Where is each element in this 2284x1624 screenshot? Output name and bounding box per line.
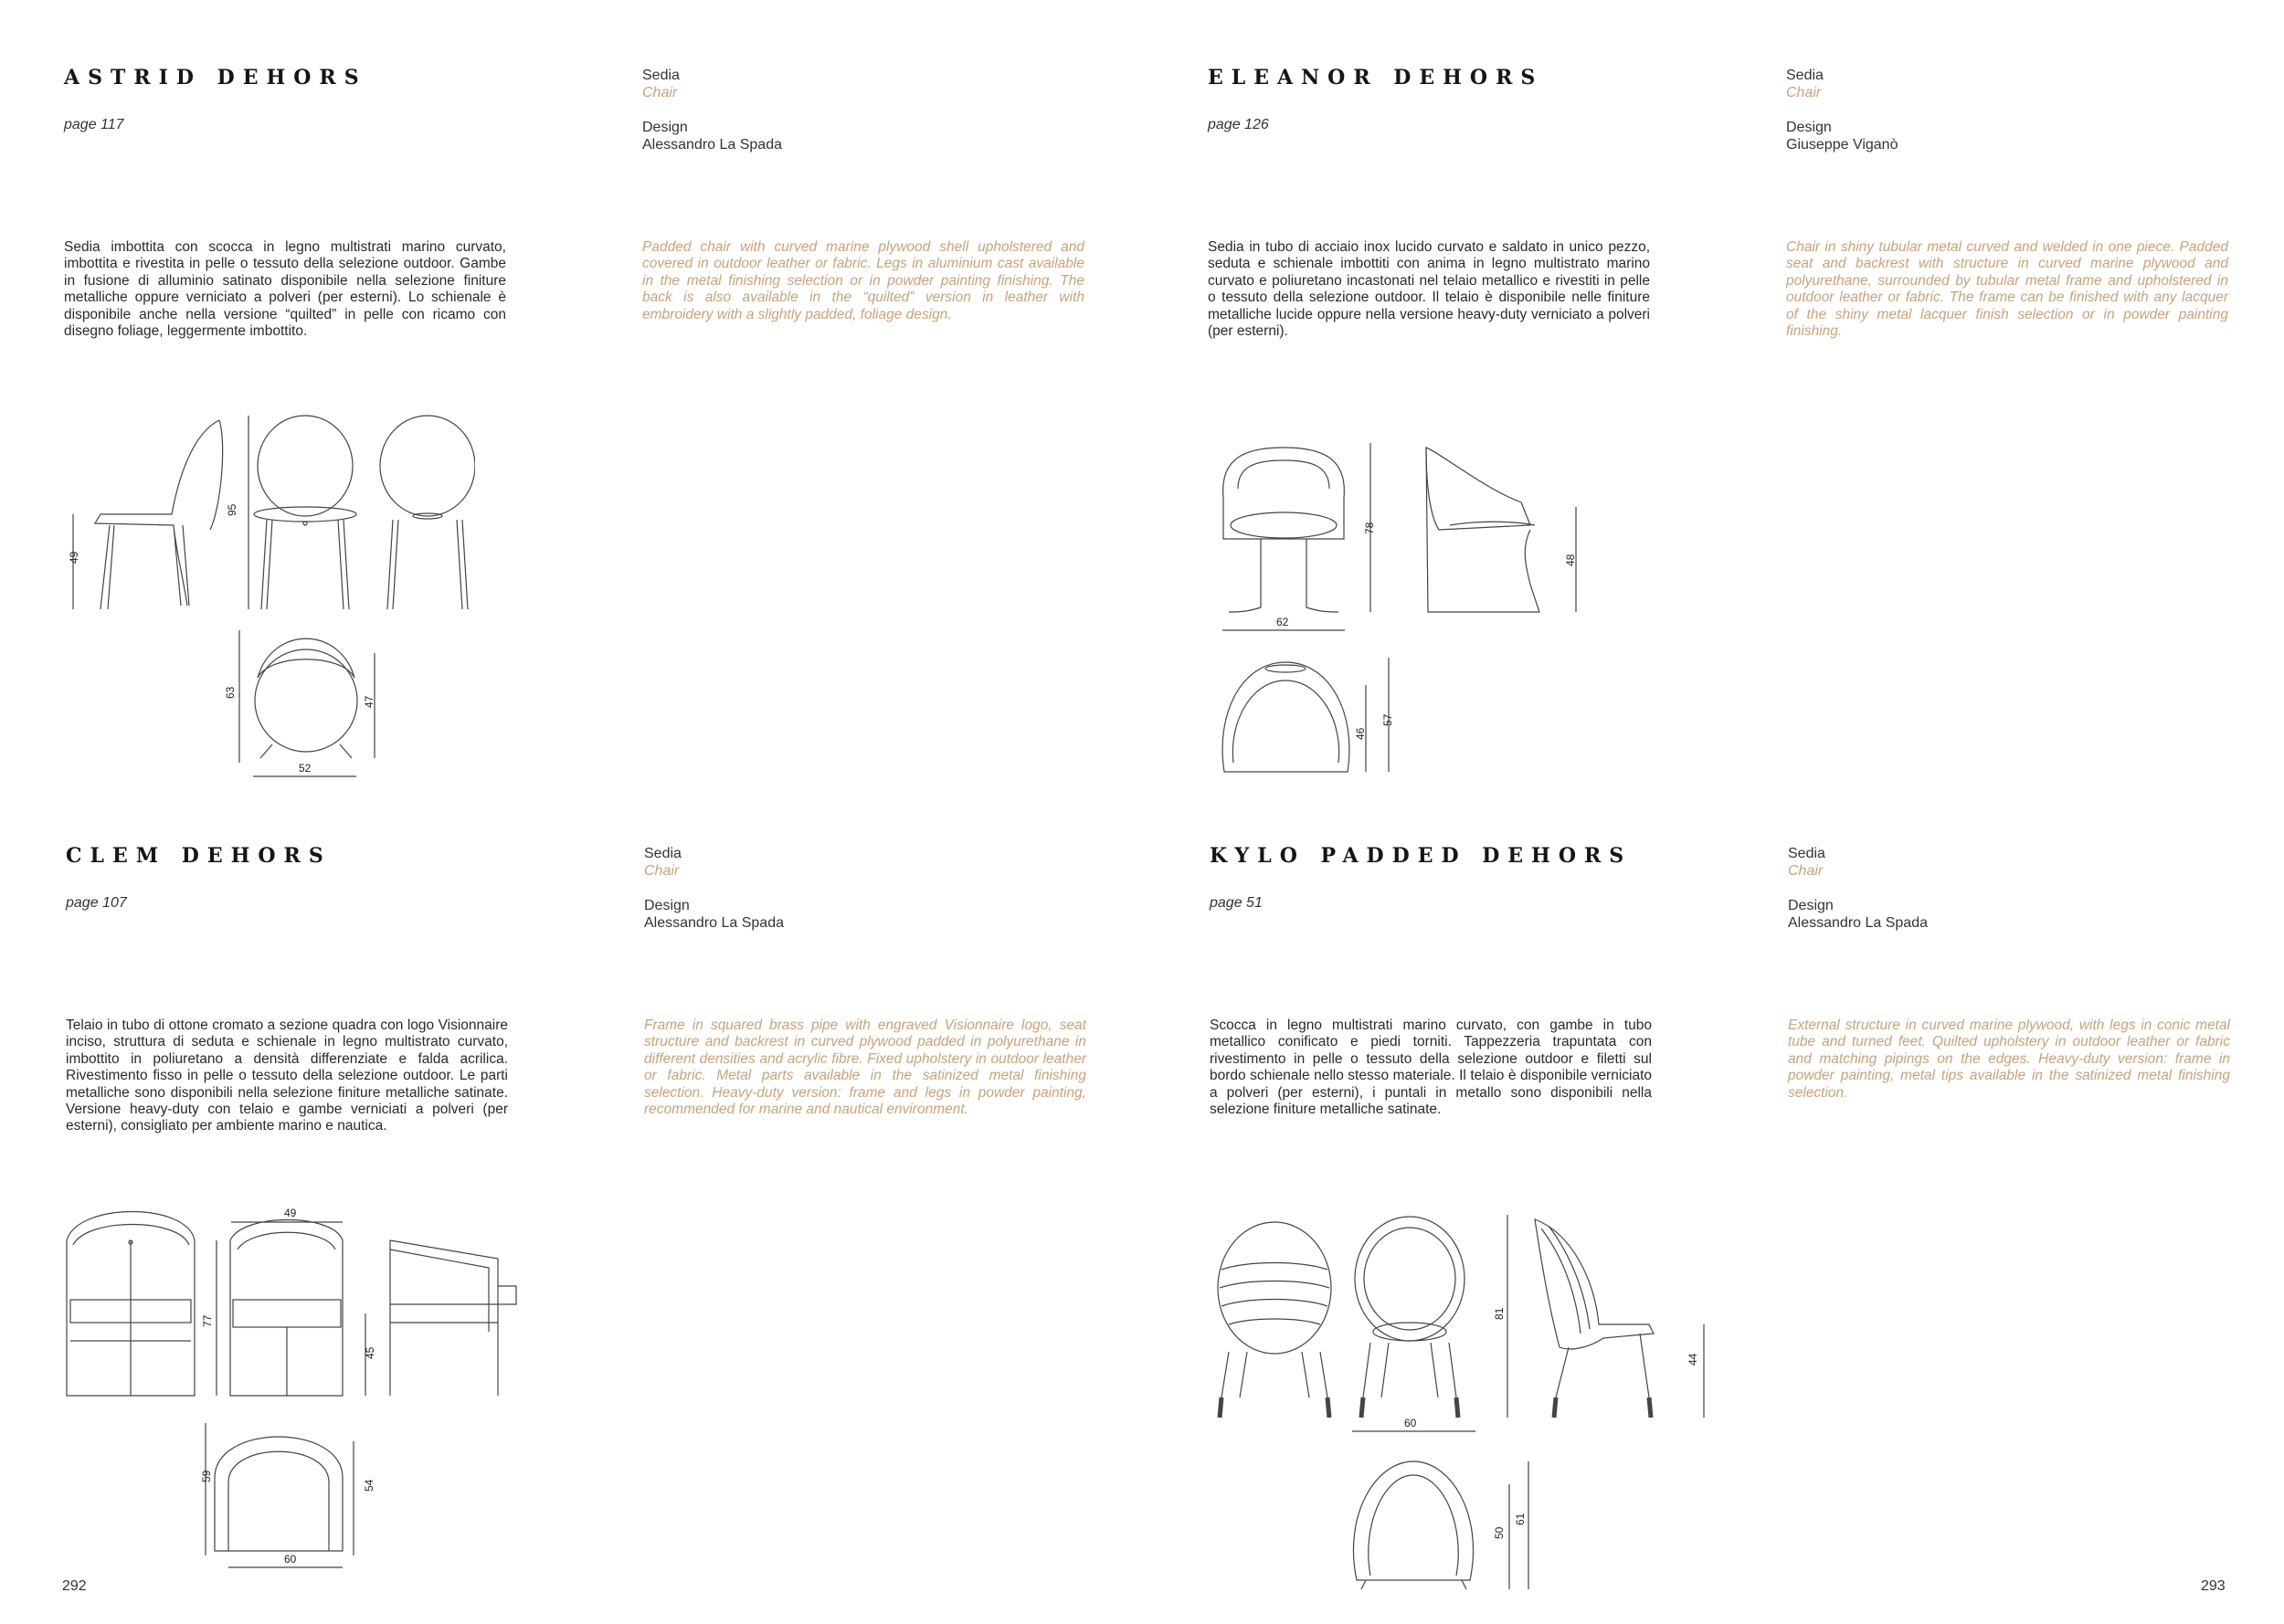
clem-frontal-view bbox=[230, 1220, 343, 1397]
kylo-top-view bbox=[1353, 1461, 1473, 1589]
type-en: Chair bbox=[644, 862, 680, 879]
page-reference[interactable]: page 51 bbox=[1210, 895, 1263, 911]
type-en: Chair bbox=[1788, 862, 1824, 879]
eleanor-front-view bbox=[1223, 448, 1345, 612]
dim-label: 49 bbox=[284, 1207, 297, 1219]
clem-technical-drawing bbox=[59, 1204, 525, 1569]
astrid-side-view bbox=[95, 420, 223, 609]
dim-label: 77 bbox=[201, 1314, 214, 1327]
description-it: Sedia imbottita con scocca in legno multistrati marino curvato, imbottita e rivestita in pelle o tessuto della selezione outdoor. Gambe in fusione di alluminio satinato disponibile nella selezione finiture metalliche oppure verniciato a polveri (per esterni). Lo schienale è disponibile anche nella versione “quilted” in pelle con ricamo con disegno foliage, leggermente imbottito. bbox=[64, 239, 506, 340]
description-it: Scocca in legno multistrati marino curvato, con gambe in tubo metallico conificato e piedi torniti. Tappezzeria trapuntata con rivestimento in pelle o tessuto della selezione outdoor e filetti sul bordo schienale nello stesso materiale. Il telaio è disponibile verniciato a polveri (per esterni), i puntali in metallo sono disponibili nella selezione finiture metalliche satinate. bbox=[1210, 1018, 1652, 1118]
description-it: Sedia in tubo di acciaio inox lucido curvato e saldato in unico pezzo, seduta e schienale imbottiti con anima in legno multistrato marino curvato e poliuretano incastonati nel telaio metallico e rivestiti in pelle o tessuto della selezione outdoor. Il telaio è disponibile nelle finiture metalliche lucide oppure nella versione heavy-duty verniciato a polveri (per esterni). bbox=[1208, 239, 1650, 340]
type-it: Sedia bbox=[642, 68, 680, 83]
product-title: CLEM DEHORS bbox=[66, 844, 332, 868]
page-reference[interactable]: page 117 bbox=[64, 117, 124, 132]
designer-name: Alessandro La Spada bbox=[644, 914, 784, 931]
page-number-left: 292 bbox=[62, 1578, 87, 1594]
dim-label: 54 bbox=[363, 1479, 375, 1492]
astrid-technical-drawing bbox=[55, 406, 475, 790]
clem-side-view bbox=[390, 1240, 516, 1396]
product-meta bbox=[644, 846, 784, 932]
design-label: Design bbox=[642, 120, 688, 135]
kylo-technical-drawing bbox=[1211, 1215, 1708, 1598]
dim-label: 57 bbox=[1381, 713, 1394, 726]
dim-label: 59 bbox=[200, 1470, 213, 1482]
page-reference[interactable]: page 107 bbox=[66, 895, 127, 911]
description-en: Frame in squared brass pipe with engraved Visionnaire logo, seat structure and backrest in curved plywood padded in polyurethane in different densities and acrylic fibre. Fixed upholstery in outdoor leather or fabric. Metal parts available in the satinized metal finishing selection. Heavy-duty version: frame and legs in powder painting, recommended for marine and nautical environment. bbox=[644, 1018, 1086, 1118]
clem-top-view bbox=[215, 1437, 343, 1551]
product-meta bbox=[1786, 68, 1898, 153]
design-label: Design bbox=[1788, 898, 1834, 913]
type-it: Sedia bbox=[644, 846, 682, 861]
dim-label: 46 bbox=[1354, 727, 1367, 740]
product-meta bbox=[642, 68, 782, 153]
astrid-front-view bbox=[254, 416, 356, 609]
dim-label: 61 bbox=[1514, 1513, 1527, 1525]
page-reference[interactable]: page 126 bbox=[1208, 117, 1269, 132]
description-en: Padded chair with curved marine plywood shell upholstered and covered in outdoor leather or fabric. Legs in aluminium cast available in the metal finishing selection or in powder painting finishing. The back is also available in the “quilted” version in leather with embroidery with a slightly padded, foliage design. bbox=[642, 239, 1084, 322]
product-title: ASTRID DEHORS bbox=[64, 66, 367, 90]
product-meta bbox=[1788, 846, 1928, 932]
type-it: Sedia bbox=[1788, 846, 1825, 861]
description-en: Chair in shiny tubular metal curved and welded in one piece. Padded seat and backrest with structure in curved marine plywood and polyurethane, surrounded by tubular metal frame and upholstered in outdoor leather or fabric. The frame can be finished with any lacquer of the shiny metal lacquer finish selection or in powder painting finishing. bbox=[1786, 239, 2228, 340]
dim-label: 95 bbox=[226, 503, 238, 516]
designer-name: Alessandro La Spada bbox=[642, 136, 782, 153]
dim-label: 62 bbox=[1276, 616, 1289, 628]
dim-label: 81 bbox=[1493, 1307, 1506, 1320]
kylo-side-view bbox=[1535, 1219, 1654, 1418]
dim-label: 60 bbox=[1404, 1417, 1417, 1429]
clem-front-view bbox=[67, 1212, 195, 1397]
design-label: Design bbox=[1786, 120, 1832, 135]
kylo-back-view bbox=[1218, 1222, 1331, 1418]
dim-label: 45 bbox=[364, 1346, 376, 1359]
description-en: External structure in curved marine plywood, with legs in conic metal tube and turned feet. Quilted upholstery in outdoor leather or fabric and matching pipings on the edges. Heavy-duty version: frame in powder painting, metal tips available in the satinized metal finishing selection. bbox=[1788, 1018, 2230, 1101]
eleanor-side-view bbox=[1426, 448, 1539, 612]
dim-label: 60 bbox=[284, 1553, 297, 1566]
dim-label: 78 bbox=[1363, 522, 1376, 534]
dim-label: 44 bbox=[1687, 1353, 1699, 1366]
astrid-top-view bbox=[255, 638, 357, 758]
design-label: Design bbox=[644, 898, 690, 913]
eleanor-top-view bbox=[1222, 662, 1349, 772]
type-it: Sedia bbox=[1786, 68, 1824, 83]
page-number-right: 293 bbox=[2201, 1578, 2226, 1594]
dim-label: 47 bbox=[363, 695, 375, 708]
dim-label: 52 bbox=[299, 762, 312, 775]
dim-label: 50 bbox=[1493, 1526, 1506, 1539]
product-title: KYLO PADDED DEHORS bbox=[1210, 844, 1633, 868]
designer-name: Alessandro La Spada bbox=[1788, 914, 1928, 931]
product-title: ELEANOR DEHORS bbox=[1208, 66, 1544, 90]
dim-label: 48 bbox=[1564, 554, 1577, 566]
dim-label: 63 bbox=[224, 686, 237, 699]
type-en: Chair bbox=[642, 84, 678, 100]
dim-label: 49 bbox=[68, 551, 80, 564]
astrid-back-view bbox=[380, 416, 475, 609]
description-it: Telaio in tubo di ottone cromato a sezione quadra con logo Visionnaire inciso, struttura di seduta e schienale in legno multistrato curvato, imbottito in poliuretano a densità differenziate e falda acrilica. Rivestimento fisso in pelle o tessuto della selezione outdoor. Le parti metalliche sono disponibili nella selezione finiture metalliche satinate. Versione heavy-duty con telaio e gambe verniciati a polveri (per esterni), consigliato per ambiente marino e nautica. bbox=[66, 1018, 508, 1134]
type-en: Chair bbox=[1786, 84, 1822, 100]
eleanor-technical-drawing bbox=[1211, 438, 1594, 786]
designer-name: Giuseppe Viganò bbox=[1786, 136, 1898, 153]
kylo-front-view bbox=[1355, 1217, 1465, 1418]
